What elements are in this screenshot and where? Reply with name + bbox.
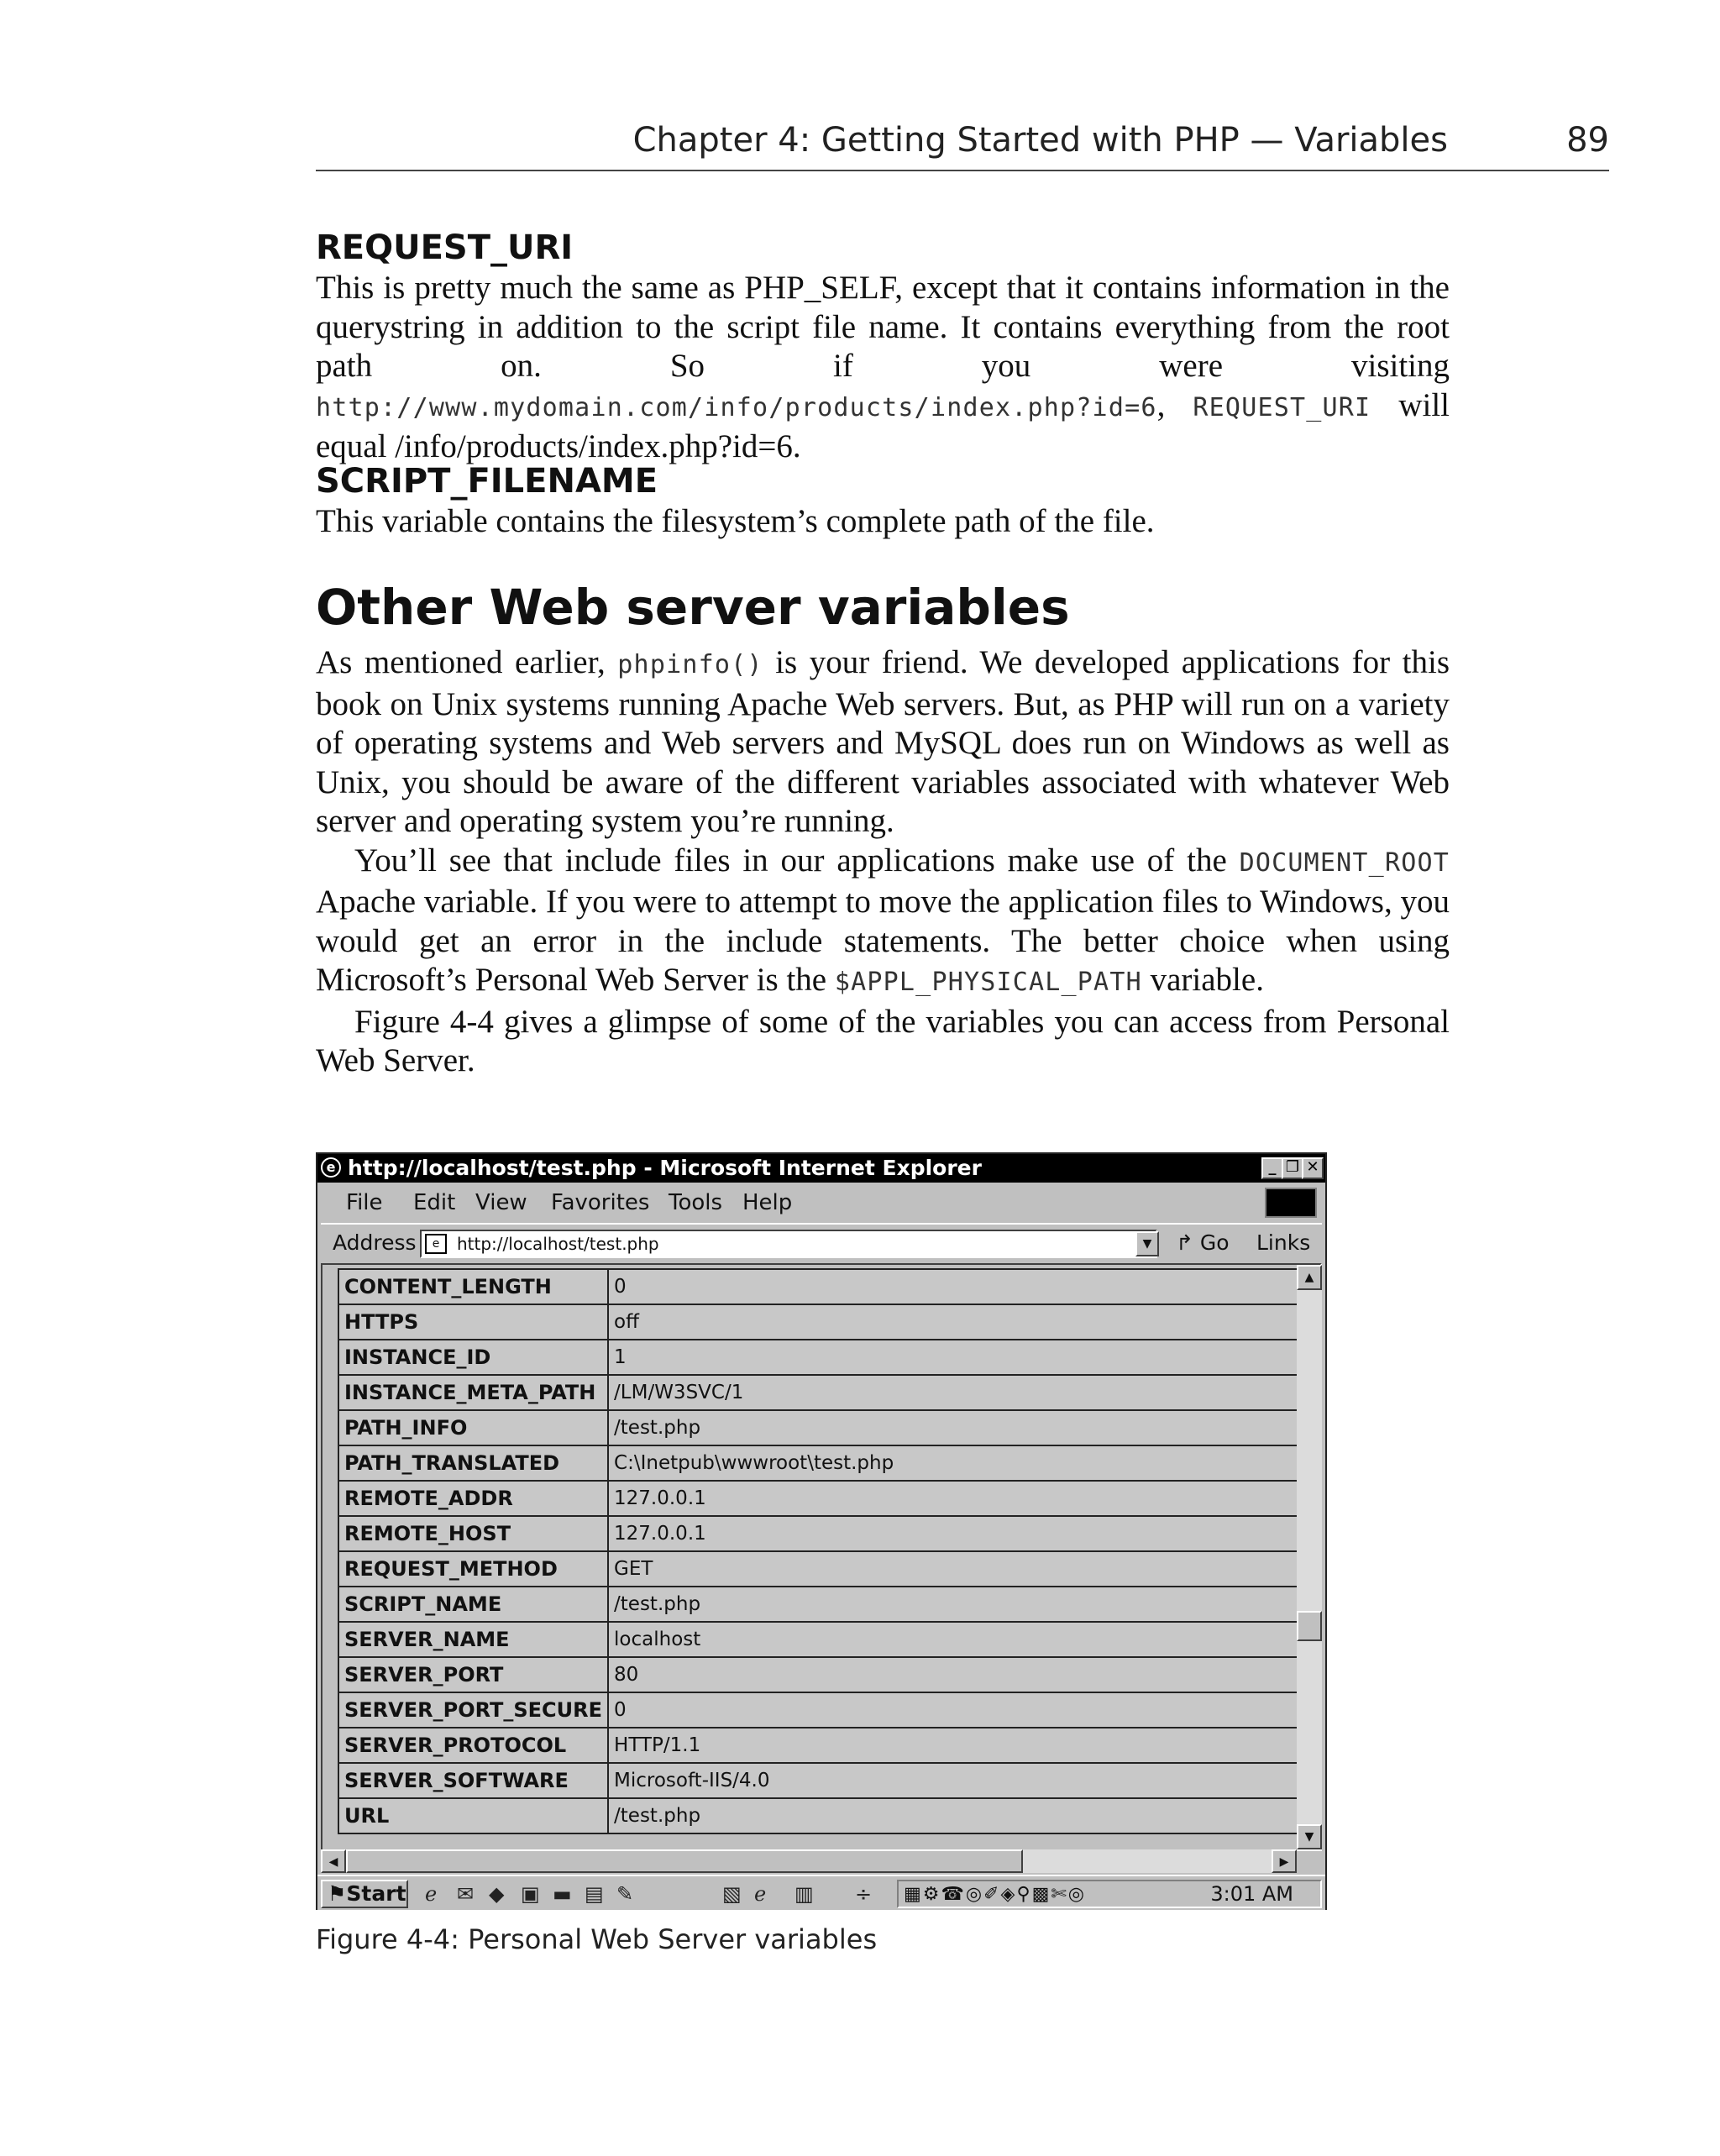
variable-name: INSTANCE_META_PATH <box>338 1375 608 1410</box>
variable-value: /test.php <box>608 1798 1305 1833</box>
code-document-root: DOCUMENT_ROOT <box>1239 847 1450 878</box>
variable-name: SCRIPT_NAME <box>338 1587 608 1622</box>
go-arrow-icon: ↱ <box>1176 1230 1193 1255</box>
channels-icon[interactable]: ◆ <box>489 1882 505 1906</box>
links-label: Links <box>1256 1230 1311 1255</box>
variable-value: 0 <box>608 1692 1305 1728</box>
table-row <box>338 1798 1305 1833</box>
start-label: Start <box>346 1881 406 1906</box>
windows-logo-icon <box>1265 1188 1317 1218</box>
section-request-uri <box>316 227 1450 467</box>
window-title: http://localhost/test.php - Microsoft Internet Explorer <box>348 1156 982 1180</box>
start-button[interactable] <box>321 1880 408 1908</box>
explorer-icon[interactable]: ▤ <box>585 1882 604 1906</box>
page-viewport <box>321 1263 1322 1851</box>
variable-name: SERVER_NAME <box>338 1622 608 1657</box>
paragraph-other-1 <box>316 643 1450 842</box>
table-row <box>338 1445 1305 1481</box>
address-bar <box>321 1223 1322 1262</box>
text: You’ll see that include files in our applications make use of the <box>354 842 1240 879</box>
address-input[interactable] <box>420 1230 1157 1258</box>
edit-icon[interactable]: ✎ <box>616 1882 634 1906</box>
go-button[interactable] <box>1176 1225 1230 1262</box>
task-icon-1[interactable]: ▧ <box>722 1882 742 1906</box>
variable-name: HTTPS <box>338 1304 608 1340</box>
variable-value: GET <box>608 1551 1305 1587</box>
section-script-filename <box>316 460 1450 542</box>
variable-value: 0 <box>608 1269 1305 1304</box>
code-appl-physical-path: $APPL_PHYSICAL_PATH <box>834 968 1142 997</box>
variable-value: 127.0.0.1 <box>608 1481 1305 1516</box>
vertical-scroll-thumb[interactable] <box>1297 1611 1322 1641</box>
variable-value: 80 <box>608 1657 1305 1692</box>
paragraph-script-filename: This variable contains the filesystem’s complete path of the file. <box>316 503 1155 539</box>
variable-value: localhost <box>608 1622 1305 1657</box>
menu-view[interactable]: View <box>475 1190 527 1215</box>
text: will equal /info/products/index.php?id=6. <box>316 386 1450 464</box>
variable-name: REQUEST_METHOD <box>338 1551 608 1587</box>
paragraph-other-2 <box>316 842 1450 1003</box>
variable-name: SERVER_PROTOCOL <box>338 1728 608 1763</box>
variable-name: CONTENT_LENGTH <box>338 1269 608 1304</box>
minimize-icon[interactable]: _ <box>1261 1157 1283 1179</box>
vertical-scrollbar[interactable] <box>1297 1265 1322 1849</box>
page-number: 89 <box>1566 121 1609 160</box>
paragraph-request-uri <box>316 269 1450 467</box>
text: is your friend. We developed applications for this book on Unix systems running Apache Web servers. But, as PHP will run on a variety of operating systems and Web servers and MySQL does run on Windows as well as Unix, you should be aware of the different variables associated with whatever Web server and operating system you’re running. <box>316 644 1450 839</box>
menu-edit[interactable]: Edit <box>413 1190 456 1215</box>
address-dropdown-icon[interactable]: ▼ <box>1135 1231 1159 1256</box>
table-row <box>338 1481 1305 1516</box>
table-row <box>338 1304 1305 1340</box>
variable-name: SERVER_PORT_SECURE <box>338 1692 608 1728</box>
text: This is pretty much the same as PHP_SELF, except that it contains information in the querystring in addition to the script file name. It contains everything from the root path on. So if you were visiting <box>316 270 1450 384</box>
address-value: http://localhost/test.php <box>457 1234 659 1254</box>
code-request-uri: REQUEST_URI <box>1193 392 1371 422</box>
text: As mentioned earlier, <box>316 644 618 680</box>
horizontal-scrollbar[interactable] <box>321 1849 1297 1873</box>
table-row <box>338 1551 1305 1587</box>
table-row <box>338 1269 1305 1304</box>
ie-quicklaunch-icon[interactable]: ℯ <box>425 1882 438 1906</box>
table-row <box>338 1728 1305 1763</box>
variable-name: SERVER_PORT <box>338 1657 608 1692</box>
heading-other-web-server-variables: Other Web server variables <box>316 579 1070 636</box>
menu-help[interactable]: Help <box>742 1190 793 1215</box>
variable-name: SERVER_SOFTWARE <box>338 1763 608 1798</box>
heading-request-uri: REQUEST_URI <box>316 228 574 267</box>
text: variable. <box>1141 962 1264 998</box>
table-row <box>338 1410 1305 1445</box>
variable-name: PATH_TRANSLATED <box>338 1445 608 1481</box>
table-row <box>338 1340 1305 1375</box>
separator-icon: ÷ <box>855 1882 873 1906</box>
variable-name: URL <box>338 1798 608 1833</box>
restore-icon[interactable]: ❐ <box>1282 1157 1303 1179</box>
text: Apache variable. If you were to attempt to move the application files to Windows, you would get an error in the include statements. The better choice when using Microsoft’s Personal Web Server is the <box>316 884 1450 998</box>
variable-name: INSTANCE_ID <box>338 1340 608 1375</box>
system-tray <box>897 1880 1322 1908</box>
taskbar <box>317 1875 1325 1910</box>
text: , <box>1156 386 1193 423</box>
tray-icons[interactable]: ▦⚙☎◎✐◈⚲▩✄◎ <box>904 1884 1086 1905</box>
variable-name: PATH_INFO <box>338 1410 608 1445</box>
window-titlebar[interactable] <box>317 1154 1325 1183</box>
table-row <box>338 1657 1305 1692</box>
running-header <box>316 118 1609 171</box>
scroll-left-icon[interactable]: ◀ <box>321 1849 346 1873</box>
variable-value: C:\Inetpub\wwwroot\test.php <box>608 1445 1305 1481</box>
variable-value: 127.0.0.1 <box>608 1516 1305 1551</box>
clock: 3:01 AM <box>1210 1882 1293 1906</box>
table-row <box>338 1516 1305 1551</box>
browser-window-figure <box>316 1152 1327 1910</box>
outlook-icon[interactable]: ✉ <box>457 1882 475 1906</box>
code-phpinfo: phpinfo() <box>617 650 763 679</box>
table-row <box>338 1587 1305 1622</box>
server-variables-table <box>338 1268 1306 1834</box>
paragraph-other-3: Figure 4-4 gives a glimpse of some of the variables you can access from Personal Web Server. <box>316 1003 1450 1078</box>
heading-script-filename: SCRIPT_FILENAME <box>316 462 658 501</box>
variable-value: HTTP/1.1 <box>608 1728 1305 1763</box>
section-other-web-server-variables <box>316 578 1450 1081</box>
scroll-right-icon[interactable]: ▶ <box>1272 1849 1297 1873</box>
windows-flag-icon: ⚑ <box>328 1881 347 1906</box>
variable-value: /test.php <box>608 1410 1305 1445</box>
menu-bar <box>321 1186 1322 1220</box>
variable-value: Microsoft-IIS/4.0 <box>608 1763 1305 1798</box>
code-url: http://www.mydomain.com/info/products/index.php?id=6 <box>316 392 1157 422</box>
menu-favorites[interactable]: Favorites <box>551 1190 650 1215</box>
scroll-up-icon[interactable]: ▲ <box>1297 1265 1322 1290</box>
close-icon[interactable]: ✕ <box>1302 1157 1324 1179</box>
variable-name: REMOTE_HOST <box>338 1516 608 1551</box>
table-row <box>338 1622 1305 1657</box>
task-icon-3[interactable]: ▥ <box>794 1882 814 1906</box>
ie-icon: e <box>321 1157 341 1178</box>
variable-value: /test.php <box>608 1587 1305 1622</box>
table-row <box>338 1692 1305 1728</box>
task-ie-icon[interactable]: ℯ <box>754 1882 767 1906</box>
variable-value: /LM/W3SVC/1 <box>608 1375 1305 1410</box>
variable-value: 1 <box>608 1340 1305 1375</box>
table-row <box>338 1763 1305 1798</box>
monitor-icon[interactable]: ▬ <box>553 1882 572 1906</box>
go-label: Go <box>1199 1230 1230 1255</box>
menu-tools[interactable]: Tools <box>669 1190 723 1215</box>
scroll-down-icon[interactable]: ▼ <box>1297 1824 1322 1849</box>
figure-caption: Figure 4-4: Personal Web Server variables <box>316 1923 878 1955</box>
desktop-icon[interactable]: ▣ <box>521 1882 540 1906</box>
horizontal-scroll-thumb[interactable] <box>346 1849 1023 1873</box>
address-label: Address <box>333 1230 417 1255</box>
table-row <box>338 1375 1305 1410</box>
chapter-title: Chapter 4: Getting Started with PHP — Variables <box>632 121 1448 160</box>
variable-name: REMOTE_ADDR <box>338 1481 608 1516</box>
menu-file[interactable]: File <box>346 1190 383 1215</box>
variable-value: off <box>608 1304 1305 1340</box>
page-icon: e <box>425 1234 447 1254</box>
